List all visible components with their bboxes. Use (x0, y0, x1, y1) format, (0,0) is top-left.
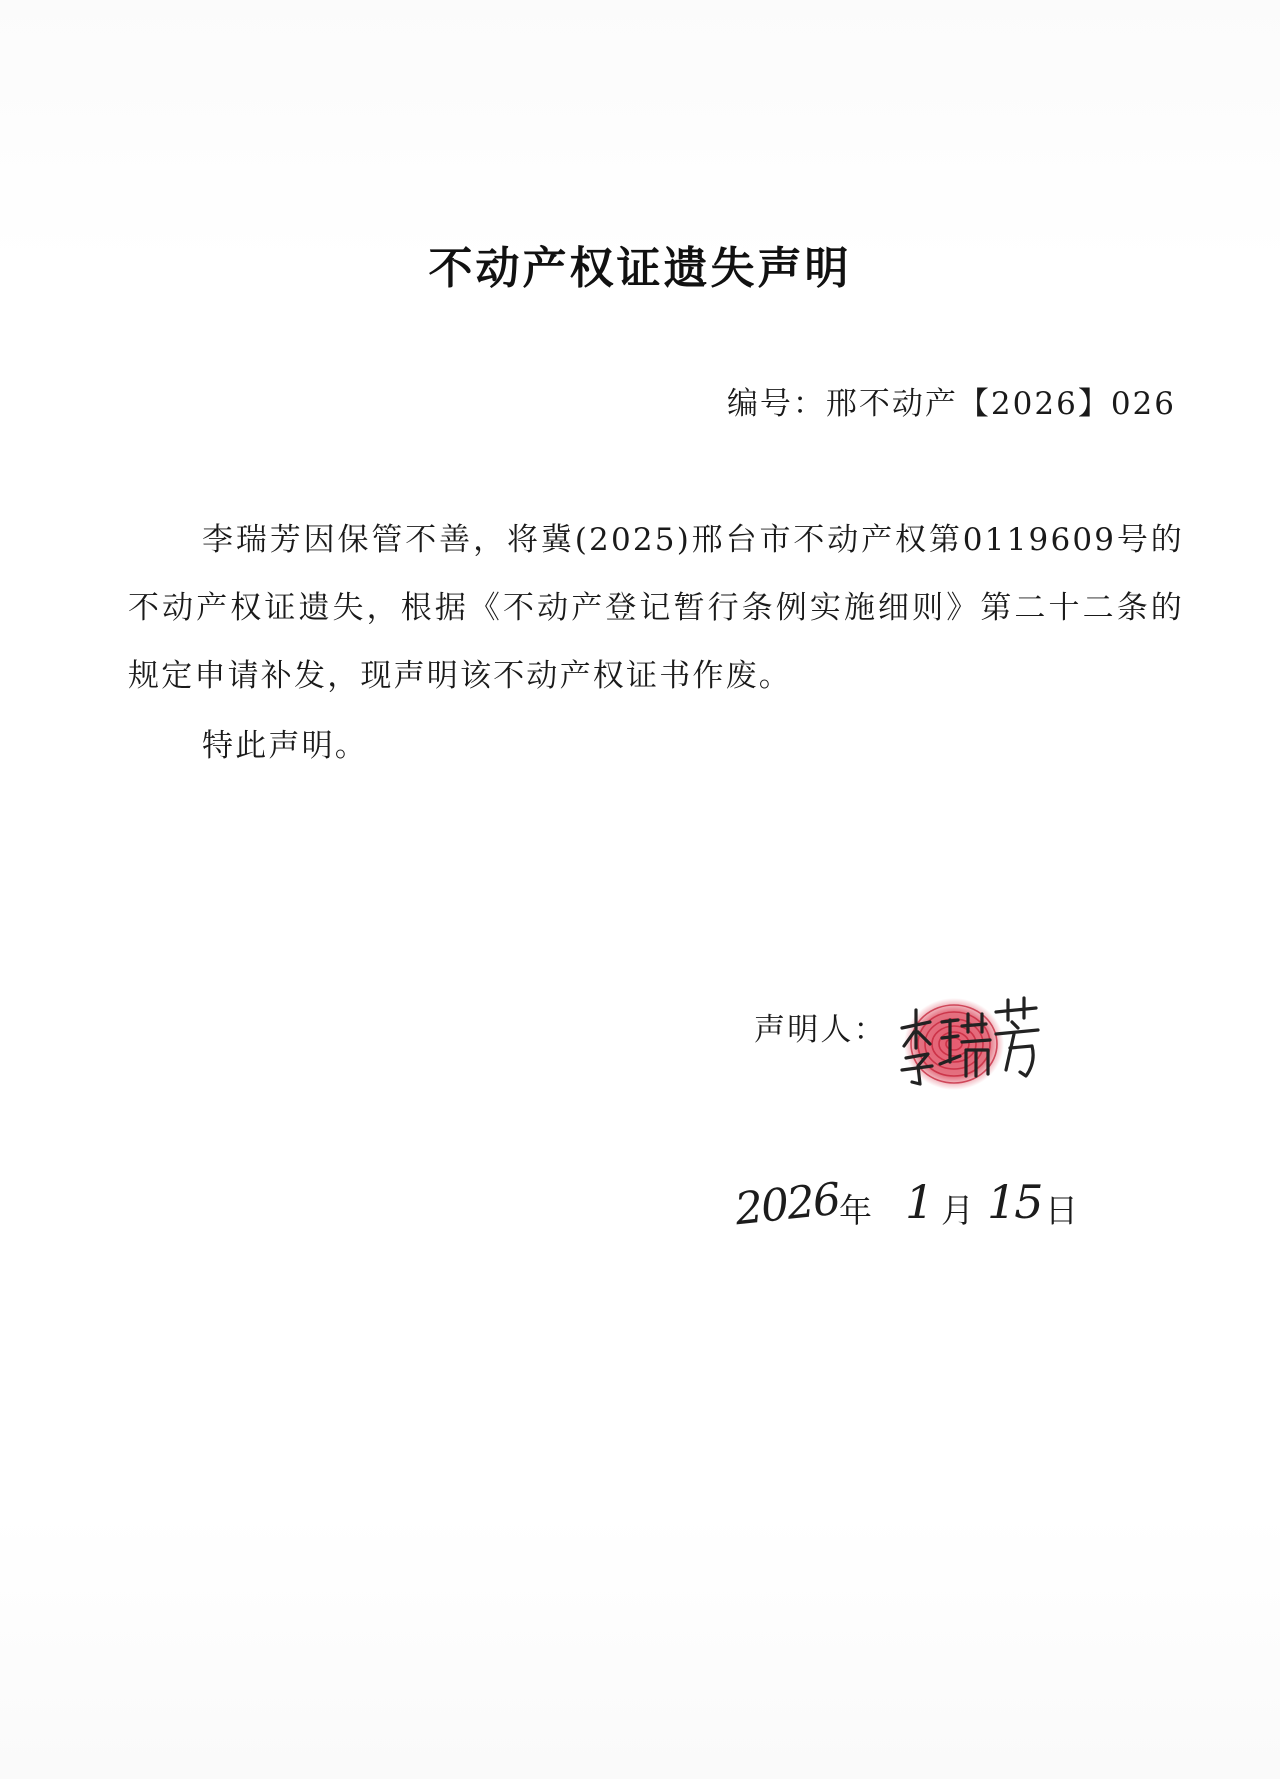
date-year-handwritten: 2026 (732, 1173, 842, 1236)
date-month-handwritten: 1 (905, 1175, 935, 1229)
declarant-label: 声明人： (754, 1012, 887, 1048)
document-body: 李瑞芳因保管不善，将冀(2025)邢台市不动产权第0119609号的不动产权证遗失，根据《不动产登记暂行条例实施细则》第二十二条的规定申请补发，现声明该不动产权证书作废。 (128, 522, 1184, 694)
document-closing: 特此声明。 (202, 728, 368, 764)
signature-fingerprint-image (896, 992, 1046, 1102)
date-month-unit: 月 (941, 1191, 974, 1230)
date-year-unit: 年 (839, 1191, 872, 1230)
date-day-unit: 日 (1045, 1191, 1078, 1230)
document-number: 编号：邢不动产【2026】026 (726, 386, 1176, 422)
document-title: 不动产权证遗失声明 (428, 243, 852, 294)
date-line (732, 1173, 1095, 1245)
date-day-handwritten: 15 (987, 1175, 1042, 1229)
